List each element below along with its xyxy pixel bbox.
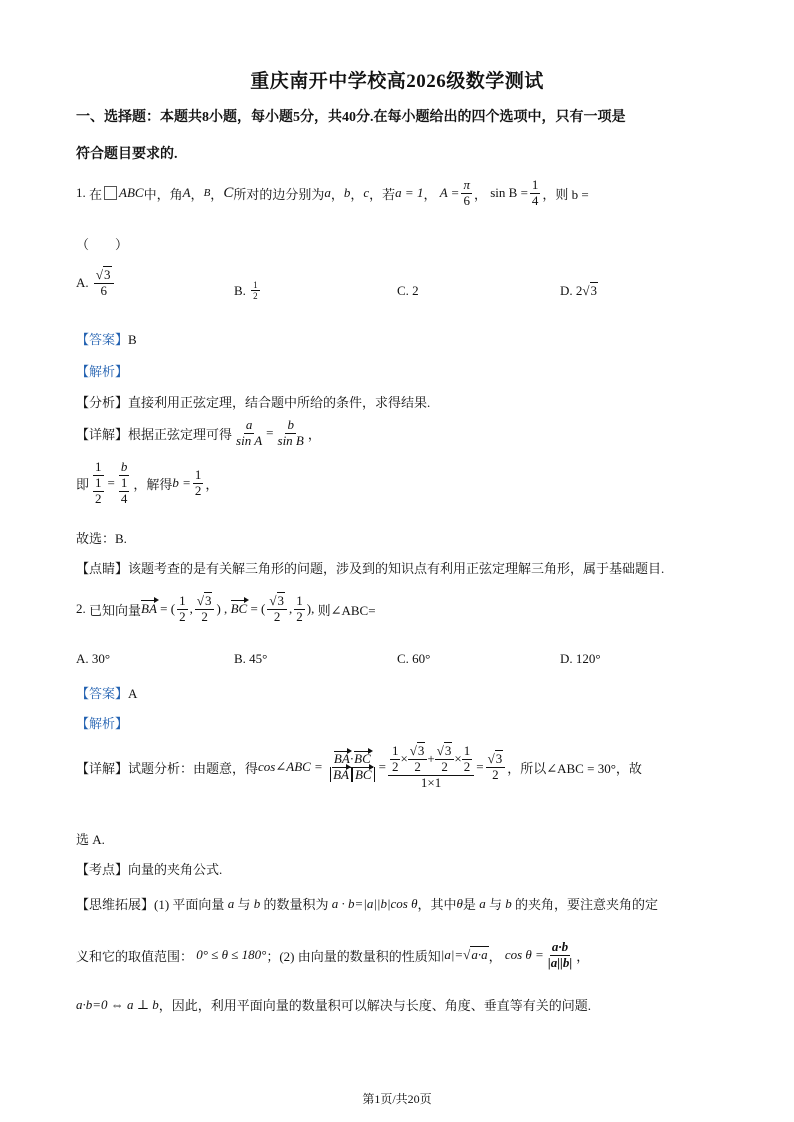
q2-siwei-line2: 义和它的取值范围： 0° ≤ θ ≤ 180° ；(2) 由向量的数量积的性质知 |a|= √ a·a ， cos θ = $\frac{a\cdot b}{|a||b|}$ ， <box>76 939 590 970</box>
q2-option-d: D. 120° <box>560 651 601 666</box>
q1-solve: 即 $\frac{1}{\frac{1}{2}}$ = $\frac{b}{\frac{1}{4}}$ ，解得 b = $\frac{1}{2}$ ， <box>76 459 219 506</box>
q1-xiangjie: 【详解】 根据正弦定理可得 $\frac{a}{\text{sin A}}$ = $\frac{b}{\text{sin B}}$ ， <box>76 417 321 448</box>
q1-option-b: B. $\frac{1}{2}$ <box>234 280 258 302</box>
page-footer: 第1页/共20页 <box>362 1092 432 1106</box>
section-heading-cont: 符合题目要求的. <box>76 147 178 162</box>
pi-over-6: $\frac{\pi}{6}$ <box>463 177 470 208</box>
q2-answer: 【答案】A <box>76 686 138 701</box>
q2-jiexi: 【解析】 <box>76 716 129 731</box>
q1-option-d: D. 2 √ 3 <box>560 283 598 298</box>
q2-xuan: 选 A. <box>76 832 105 847</box>
answer-paren: （ ） <box>76 237 129 252</box>
q1-option-c: C. 2 <box>397 283 419 298</box>
q1-option-a: A. $\frac{√3}{6}$ <box>76 268 116 299</box>
q2-kaodian: 【考点】向量的夹角公式. <box>76 862 223 877</box>
question-2-stem: 2. 已知向量 BA = ( $\frac{1}{2}$ , $\frac{√3}{2}$ ) , BC = ( $\frac{√3}{2}$ , $\frac{1}{2}$ ), 则∠ABC= <box>76 593 376 624</box>
page-title: 重庆南开中学校高2026级数学测试 <box>250 71 544 92</box>
q2-siwei-line3: a·b=0 ⇔ a ⊥ b ，因此，利用平面向量的数量积可以解决与长度、角度、垂直等有关的问题. <box>76 996 592 1013</box>
q2-xiangjie: 【详解】 试题分析：由题意，得 cos∠ABC = $\frac{BA\cdot BC}{\text{BA BC}}$ = $\frac{1}{2}$ × $\frac{√3}{2}$ + $\frac{√3}{2}$ × $\frac{1}{2}$ 1×1 = $\frac{√3}{2}$ ，所以∠ABC = 30°，故 <box>76 743 642 790</box>
section-heading: 一、选择题：本题共8小题，每小题5分，共40分.在每小题给出的四个选项中，只有一项是 <box>76 110 626 125</box>
triangle-symbol-icon <box>104 186 117 200</box>
one-quarter: $\frac{1}{4}$ <box>531 177 539 208</box>
q1-fenxi: 【分析】直接利用正弦定理，结合题中所给的条件，求得结果. <box>76 395 431 410</box>
q1-answer: 【答案】B <box>76 332 137 347</box>
question-1-stem: 1. 在 ABC 中，角 A ， B ， C 所对的边分别为 a ， b ， c ，若 a = 1 ， A = $\frac{\pi}{6}$ ， sin B = $\frac{1}{4}$ ，则 b = <box>76 177 589 208</box>
q2-option-a: A. 30° <box>76 651 111 666</box>
q1-guxuan: 故选：B. <box>76 531 127 546</box>
q2-option-c: C. 60° <box>397 651 431 666</box>
q1-jiexi: 【解析】 <box>76 364 129 379</box>
q1-dianjing: 【点睛】该题考查的是有关解三角形的问题，涉及到的知识点有利用正弦定理解三角形，属于基础题目. <box>76 561 665 576</box>
q2-option-b: B. 45° <box>234 651 268 666</box>
q2-siwei-line1: 【思维拓展】 (1) 平面向量 a 与 b 的数量积为 a · b=|a||b|cos θ ，其中 θ 是 a 与 b 的夹角，要注意夹角的定 <box>76 895 658 912</box>
